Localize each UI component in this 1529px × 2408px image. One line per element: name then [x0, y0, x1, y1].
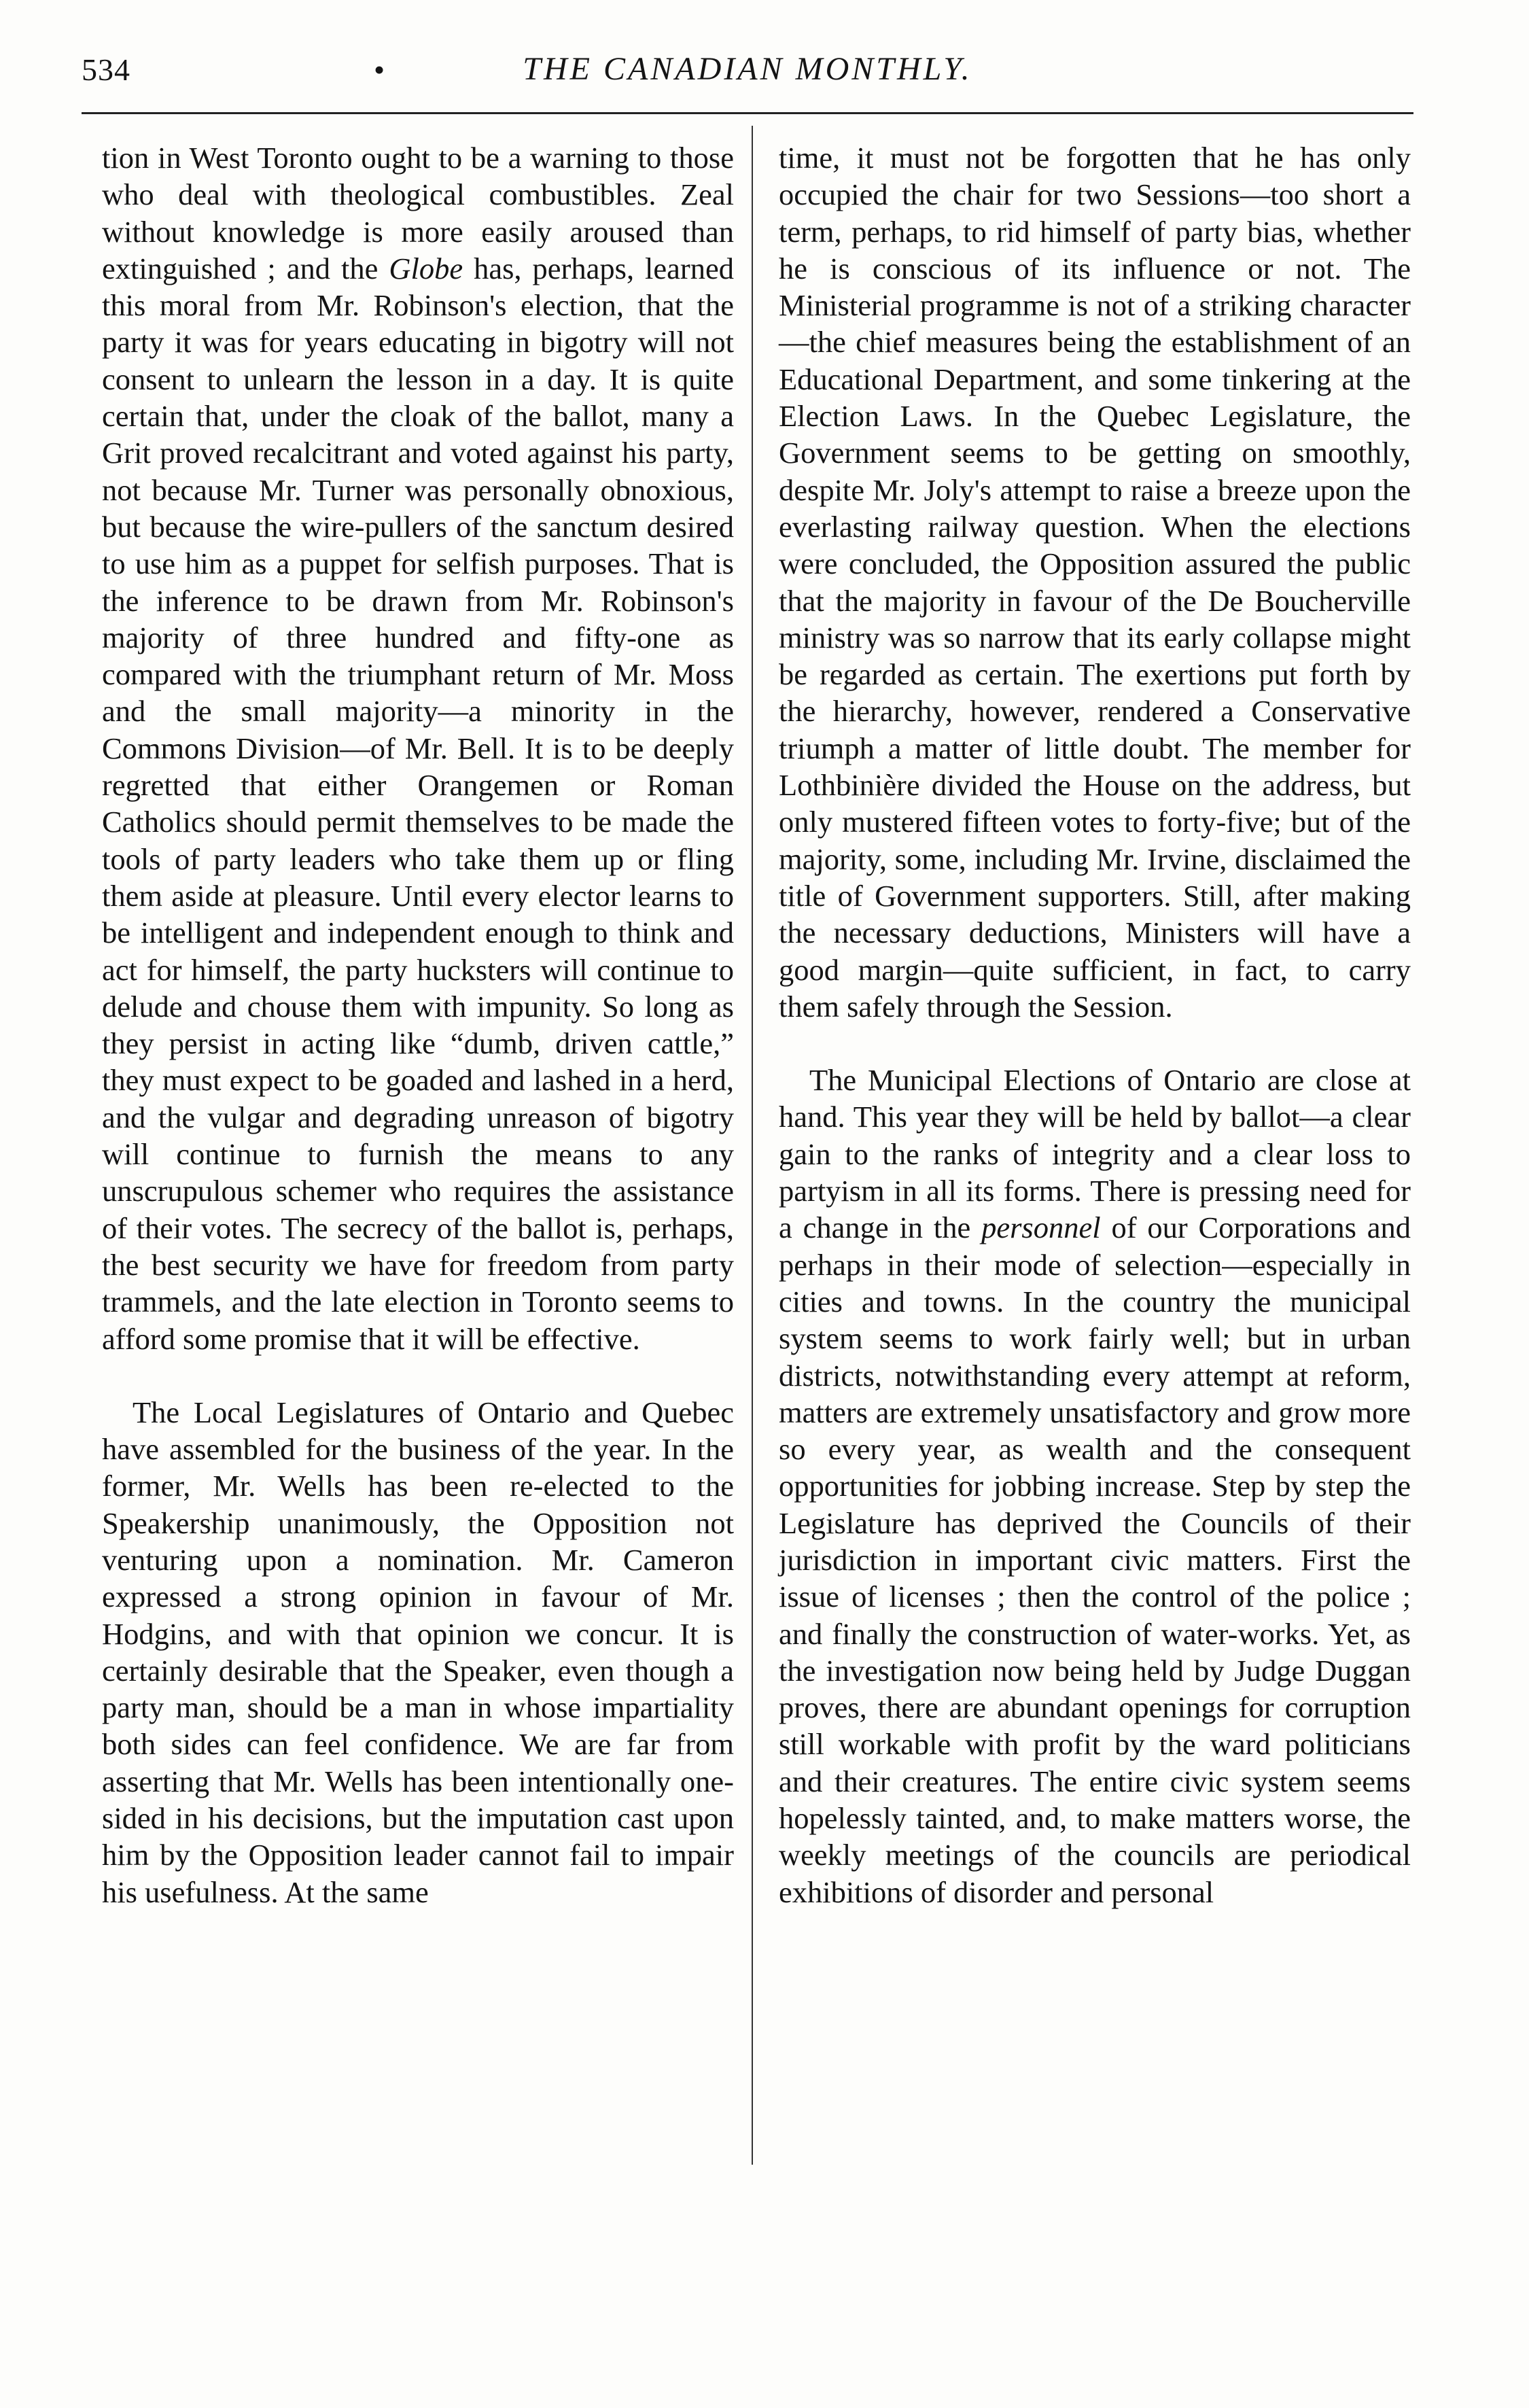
text-run: has, perhaps, learned this moral from Mr. Robinson's election, that the party it was for years educating in bigotry will not consent to unlearn the lesson in a day. It is quite certain that, under the cloak of the ballot, many a Grit proved recalcitrant and voted against his party, not because Mr. Turner was personally obnoxious, but because the wire-pullers of the sanctum desired to use him as a puppet for selfish purposes. That is the inference to be drawn from Mr. Robinson's majority of three hundred and fifty-one as compared with the triumphant return of Mr. Moss and the small majority—a minority in the Commons Division—of Mr. Bell. It is to be deeply regretted that either Orangemen or Roman Catholics should permit themselves to be made the tools of party leaders who take them up or fling them aside at pleasure. Until every elector learns to be intelligent and independent enough to think and act for himself, the party hucksters will continue to delude and chouse them with impunity. So long as they persist in acting like “dumb, driven cattle,” they must expect to be goaded and lashed in a herd, and the vulgar and degrading unreason of bigotry will continue to furnish the means to any unscrupulous schemer who requires the assistance of their votes. The secrecy of the ballot is, perhaps, the best security we have for freedom from party trammels, and the late election in Toronto seems to afford some promise that it will be effective.: [102, 251, 734, 1356]
italic-personnel: personnel: [981, 1210, 1101, 1245]
paragraph-gap: [779, 1025, 1411, 1062]
italic-globe: Globe: [389, 251, 463, 285]
paragraph-gap: [102, 1357, 734, 1394]
text-run: tion in West Toronto ought to be a warning to those who deal with theological combustibles. Zeal without knowledge is more easily aroused than extinguished ; and the: [102, 141, 734, 285]
page-header: [82, 48, 1413, 102]
column-divider: [752, 126, 753, 2165]
left-column: [102, 139, 734, 1910]
header-ornament-dot: •: [374, 52, 385, 87]
paragraph-speaker-continued: time, it must not be forgotten that he has only occupied the chair for two Sessions—too short a term, perhaps, to rid himself of party bias, whether he is conscious of its influence or not. The Ministerial programme is not of a striking character—the chief measures being the establishment of an Educational Department, and some tinkering at the Election Laws. In the Quebec Legislature, the Government seems to be getting on smoothly, despite Mr. Joly's attempt to raise a breeze upon the everlasting railway question. When the elections were concluded, the Opposition assured the public that the majority in favour of the De Boucherville ministry was so narrow that its early collapse might be regarded as certain. The exertions put forth by the hierarchy, however, rendered a Conservative triumph a matter of little doubt. The member for Lothbinière divided the House on the address, but only mustered fifteen votes to forty-five; but of the majority, some, including Mr. Irvine, disclaimed the title of Government supporters. Still, after making the necessary deductions, Ministers will have a good margin—quite sufficient, in fact, to carry them safely through the Session.: [779, 141, 1411, 1024]
paragraph-municipal-elections: [779, 1062, 1411, 1910]
header-rule: [82, 112, 1413, 114]
running-title: THE CANADIAN MONTHLY.: [523, 51, 972, 87]
page-number: 534: [82, 52, 130, 87]
right-column: [779, 139, 1411, 1910]
paragraph-local-legislatures: The Local Legislatures of Ontario and Quebec have assembled for the business of the year. In the former, Mr. Wells has been re-elected to the Speakership unanimously, the Opposition not venturing upon a nomination. Mr. Cameron expressed a strong opinion in favour of Mr. Hodgins, and with that opinion we concur. It is certainly desirable that the Speaker, even though a party man, should be a man in whose impartiality both sides can feel confidence. We are far from asserting that Mr. Wells has been intentionally one-sided in his decisions, but the imputation cast upon him by the Opposition leader cannot fail to impair his usefulness. At the same: [102, 1395, 734, 1909]
text-run: The Municipal Elections of Ontario are close at hand. This year they will be held by ballot—a clear gain to the ranks of integrity and a clear loss to partyism in all its forms. There is pressing need for a change in the: [779, 1063, 1411, 1245]
paragraph-west-toronto: [102, 139, 734, 1357]
text-run: of our Corporations and perhaps in their mode of selection—especially in cities and towns. In the country the municipal system seems to work fairly well; but in urban districts, notwithstanding every attempt at reform, matters are extremely unsatisfactory and grow more so every year, as wealth and the consequent opportunities for jobbing increase. Step by step the Legislature has deprived the Councils of their jurisdiction in important civic matters. First the issue of licenses ; then the control of the police ; and finally the construction of water-works. Yet, as the investigation now being held by Judge Duggan proves, there are abundant openings for corruption still workable with profit by the ward politicians and their creatures. The entire civic system seems hopelessly tainted, and, to make matters worse, the weekly meetings of the councils are periodical exhibitions of disorder and personal: [779, 1210, 1411, 1909]
